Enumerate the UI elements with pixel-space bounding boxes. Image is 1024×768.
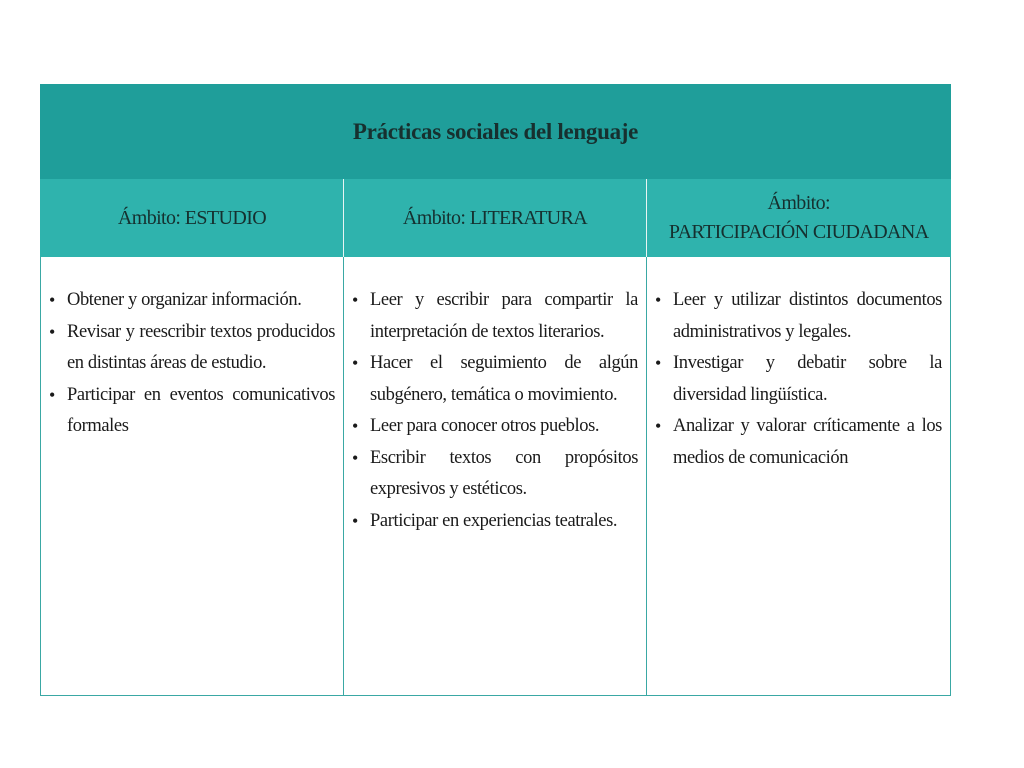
literatura-list xyxy=(352,285,638,537)
list-item xyxy=(352,443,638,506)
list-item xyxy=(352,506,638,538)
column-header-estudio xyxy=(41,179,344,258)
list-item-text: Obtener y organizar información. xyxy=(67,290,302,310)
list-item-text: Leer y escribir para compartir la interpretación de textos literarios. xyxy=(370,290,638,342)
table-title: Prácticas sociales del lenguaje xyxy=(41,85,951,179)
column-header-participacion-line-2: PARTICIPACIÓN CIUDADANA xyxy=(668,221,929,243)
title-row xyxy=(41,85,951,179)
bullet-icon: • xyxy=(352,290,358,310)
bullet-icon: • xyxy=(352,353,358,373)
column-header-participacion-line-1: Ámbito: xyxy=(767,192,830,214)
bullet-icon: • xyxy=(352,447,358,468)
bullet-icon: • xyxy=(49,384,55,405)
list-item-text: Hacer el seguimiento de algún subgénero, temática o movimiento. xyxy=(370,353,638,405)
list-item xyxy=(49,380,335,443)
participacion-list xyxy=(655,285,942,474)
list-item-text: Participar en eventos comunicativos formales xyxy=(67,384,335,436)
bullet-icon: • xyxy=(655,353,661,373)
list-item xyxy=(352,348,638,411)
practicas-table-container xyxy=(40,84,950,696)
list-item xyxy=(49,285,335,317)
bullet-icon: • xyxy=(655,290,661,310)
list-item xyxy=(49,317,335,380)
list-item xyxy=(655,348,942,411)
list-item-text: Participar en experiencias teatrales. xyxy=(370,510,618,531)
list-item xyxy=(352,411,638,443)
list-item xyxy=(655,411,942,474)
practicas-sociales-table xyxy=(40,84,951,696)
header-row xyxy=(41,179,951,258)
list-item xyxy=(655,285,942,348)
list-item-text: Leer para conocer otros pueblos. xyxy=(370,416,600,436)
column-header-estudio-line-1: Ámbito: ESTUDIO xyxy=(117,206,267,229)
bullet-icon: • xyxy=(655,416,661,436)
column-estudio-cell xyxy=(41,257,344,696)
column-participacion-cell xyxy=(647,257,951,696)
content-row xyxy=(41,257,951,696)
column-literatura-cell xyxy=(344,257,647,696)
bullet-icon: • xyxy=(49,290,55,310)
bullet-icon: • xyxy=(352,416,358,436)
list-item-text: Analizar y valorar críticamente a los medios de comunicación xyxy=(673,416,942,468)
bullet-icon: • xyxy=(352,510,358,531)
list-item-text: Escribir textos con propósitos expresivos y estéticos. xyxy=(370,447,638,499)
column-header-participacion xyxy=(647,179,951,258)
list-item-text: Revisar y reescribir textos producidos en distintas áreas de estudio. xyxy=(67,321,335,373)
bullet-icon: • xyxy=(49,321,55,342)
column-header-literatura-line-1: Ámbito: LITERATURA xyxy=(402,206,588,229)
list-item-text: Leer y utilizar distintos documentos administrativos y legales. xyxy=(673,290,942,342)
column-header-literatura xyxy=(344,179,647,258)
list-item xyxy=(352,285,638,348)
estudio-list xyxy=(49,285,335,443)
list-item-text: Investigar y debatir sobre la diversidad lingüística. xyxy=(673,353,942,405)
